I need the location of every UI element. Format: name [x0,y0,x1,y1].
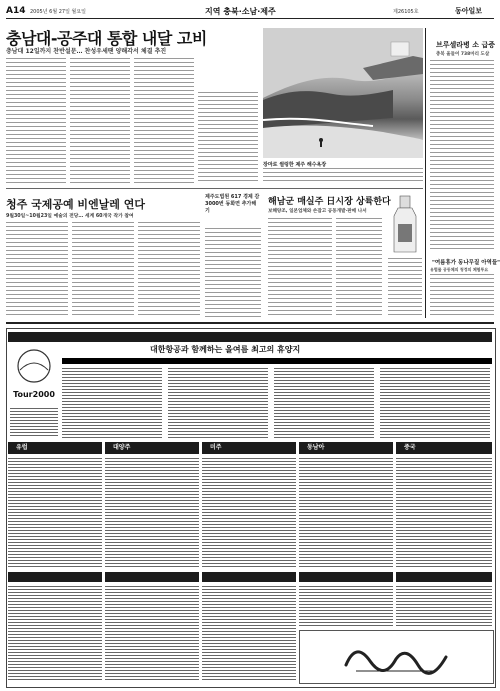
ad-top-bar [8,332,492,342]
tour-logo [10,346,58,404]
article2-subhead: 9월30일~10월23일 예술의 전당… 세계 60개국 작가 참여 [6,214,134,219]
article2-col-3 [138,222,200,318]
region-col-4 [396,458,492,568]
lower-header-1 [105,572,199,582]
calligraphy-logo-icon [336,635,456,679]
photo-caption-text [263,168,423,182]
mid-brief-body [205,228,261,318]
sidebar-divider [425,28,426,318]
ad-block-2 [168,368,268,438]
sidebar-box-body [430,274,494,318]
lower-col-4 [396,586,492,626]
region-col-0 [8,458,102,568]
ad-block-4 [380,368,490,438]
region-col-2 [202,458,296,568]
lead-body-col-3 [134,58,194,184]
tour-banner: 대한항공과 함께하는 올여름 최고의 휴양지 [150,345,301,354]
newspaper-name: 동아일보 [455,7,483,15]
ad-divider [6,322,494,324]
banner-strip [62,358,492,364]
article3-subhead: 보해양조, 일본업체와 손잡고 공동개발·판매 나서 [268,209,367,214]
ad-block-3 [274,368,374,438]
region-col-3 [299,458,393,568]
sidebar-title: 브루셀라병 소 급증 [436,41,495,49]
lead-subhead: 충남대 12일까지 찬반설문… 찬성우세땐 양해각서 체결 추진 [6,48,167,55]
sake-bottle-icon [388,194,422,254]
lead-body-col-2 [70,58,130,184]
bottom-brand-box [299,630,494,684]
publish-date: 2005년 6월 27일 월요일 [30,9,87,15]
region-header-0: 유럽 [8,442,102,454]
beach-photo [263,28,423,158]
lower-header-2 [202,572,296,582]
lower-header-4 [396,572,492,582]
sidebar-box-sub: 유럽물 공동체의 청정의 체험투요 [430,267,489,272]
article2-col-1 [6,222,68,318]
photo-caption: 장마로 썰렁한 제주 해수욕장 [263,162,327,168]
region-header-4: 중국 [396,442,492,454]
sidebar-body [430,60,494,250]
ad-block-1 [62,368,162,438]
region-col-1 [105,458,199,568]
lower-header-0 [8,572,102,582]
tour-logo-icon [10,346,58,386]
issue-number: 제26105호 [393,9,419,15]
lead-body-col-1 [6,58,66,184]
article3-col-3 [388,258,422,318]
page-number: A14 [6,6,26,16]
lower-header-3 [299,572,393,582]
tour-logo-text: Tour2000 [13,390,55,399]
article2-col-2 [72,222,134,318]
section-title: 지역 충북·소남·제주 [205,7,276,16]
article2-headline: 청주 국제공예 비엔날레 연다 [6,198,145,211]
region-header-1: 대양주 [105,442,199,454]
mid-brief-text: 제주도법원 617 경제 감 3000번 동화면 추가해기 [205,194,260,214]
mid-brief [205,194,261,224]
lead-headline: 충남대-공주대 통합 내달 고비 [6,29,207,48]
article3-headline: 해남군 매실주 日시장 상륙한다 [268,197,391,207]
lower-col-2 [202,586,296,682]
sidebar-subtitle: 충북 올들어 738마리 도살 [436,52,490,57]
article3-col-2 [336,218,382,318]
region-header-2: 미주 [202,442,296,454]
lower-col-1 [105,586,199,682]
lead-body-col-4 [198,92,258,184]
article3-col-1 [268,218,332,318]
section-rule [6,188,423,189]
region-header-3: 동남아 [299,442,393,454]
masthead-rule [6,18,494,19]
sidebar-box-title: "여름휴가 동나무질 아역들" [432,260,500,266]
ad-block-5 [10,408,58,438]
beach-photo-illustration [263,28,423,158]
lower-col-3 [299,586,393,626]
lower-col-0 [8,586,102,682]
